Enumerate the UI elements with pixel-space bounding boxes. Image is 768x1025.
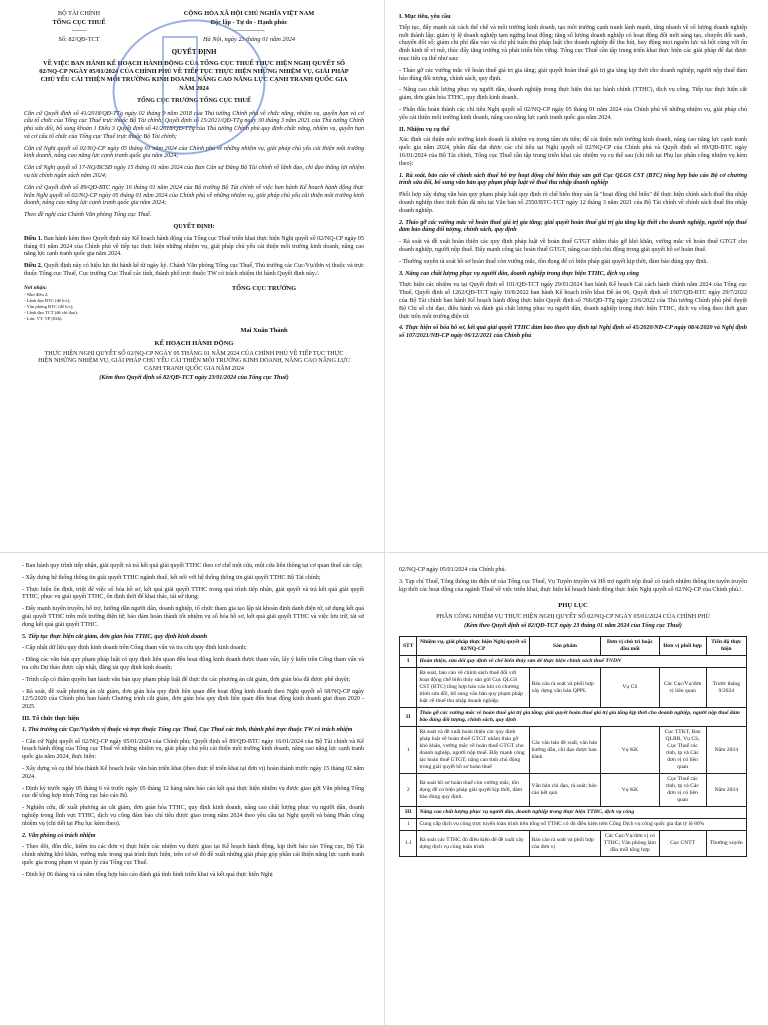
table-cell: Thường xuyên: [706, 831, 746, 857]
table-cell: 1: [400, 727, 417, 774]
legal-basis-5: Theo đề nghị của Chánh Văn phòng Tổng cục Thuế.: [24, 212, 152, 219]
task-body: - Cập nhật dữ liệu quy định kinh doanh trên Cổng tham vấn và tra cứu quy định kinh doanh;: [22, 645, 247, 652]
tasks-intro: Xác định cải thiện môi trường kinh doanh là nhiệm vụ trọng tâm ưu tiên; để cải thiện môi trường kinh doanh, nâng cao năng lực cạnh tranh quốc gia năm 2024, phấn đấu đạt được các chỉ tiêu tại Nghị quyết số 02/NQ-CP của Chính phủ và Quyết định số 89/QĐ-BTC ngày 16/01/2024 của Bộ Tài chính, Tổng cục Thuế cần tập trung triển khai các nhiệm vụ cụ thể sau (chi tiết tại Phụ lục phân công nhiệm vụ kèm theo):: [399, 137, 747, 167]
task-heading-4: 4. Thực hiện số hóa hồ sơ, kết quả giải quyết TTHC đảm bảo theo quy định tại Nghị định số 45/2020/NĐ-CP ngày 08/4/2020 và Nghị định số 107/2021/NĐ-CP ngày 06/12/2021 của Chính phủ: [399, 325, 747, 340]
article-2-label: Điều 2.: [24, 263, 43, 270]
plan-subject: THỰC HIỆN NGHỊ QUYẾT SỐ 02/NQ-CP NGÀY 05 THÁNG 01 NĂM 2024 CỦA CHÍNH PHỦ VỀ TIẾP TỤC THỰC HIỆN NHỮNG NHIỆM VỤ, GIẢI PHÁP CHỦ YẾU CẢI THIỆN MÔI TRƯỜNG KINH DOANH, NÂNG CAO NĂNG LỰC CẠNH TRANH QUỐC GIA NĂM 2024: [38, 350, 350, 373]
table-cell: Cục TTKT, Ban QLRR, Vụ CS, Cục Thuế các tỉnh, tp và Các đơn vị có liên quan: [659, 727, 706, 774]
task-body: - Ban hành quy trình tiếp nhận, giải quyết và trả kết quả giải quyết TTHC theo cơ chế một cửa, một cửa liên thông tại cơ quan thuế các cấp;: [22, 563, 363, 569]
closing-paragraph: 02/NQ-CP ngày 05/01/2024 của Chính phủ.: [399, 567, 507, 573]
article-1-label: Điều 1.: [24, 235, 43, 242]
decision-subject: VỀ VIỆC BAN HÀNH KẾ HOẠCH HÀNH ĐỘNG CỦA TỔNG CỤC THUẾ THỰC HIỆN NGHỊ QUYẾT SỐ 02/NQ-CP NGÀY 05/01/2024 CỦA CHÍNH PHỦ VỀ TIẾP TỤC THỰC HIỆN NHỮNG NHIỆM VỤ, GIẢI PHÁP CHỦ YẾU CẢI THIỆN MÔI TRƯỜNG KINH DOANH, NÂNG CAO NĂNG LỰC CẠNH TRANH QUỐC GIA NĂM 2024: [39, 59, 349, 92]
table-cell: Báo cáo rà soát và phối hợp xây dựng văn bản QPPL: [529, 668, 601, 708]
task-body: Thực hiện các nhiệm vụ tại Quyết định số 101/QĐ-TCT ngày 29/01/2024 ban hành Kế hoạch Cải cách hành chính năm 2024 của Tổng cục Thuế, Quyết định số 1262/QĐ-TCT ngày 10/8/2022 ban hành Kế hoạch triển khai Đề án 06, Quyết định số 1507/QĐ-BTC ngày 29/7/2022 của Bộ Tài chính ban hành Kế hoạch hành động thực hiện Quyết định số 766/QĐ-TTg ngày 23/6/2022 của Thủ tướng Chính phủ phê duyệt Bộ Chỉ số chỉ đạo, điều hành và đánh giá chất lượng phục vụ người dân, doanh nghiệp trong thực hiện TTHC, dịch vụ công theo thời gian thực trên môi trường điện tử.: [399, 282, 747, 320]
table-row: [400, 668, 747, 708]
group-title: Tháo gỡ các vướng mắc về hoàn thuế giá trị gia tăng; giải quyết hoàn thuế giá trị gia tăng kịp thời cho doanh nghiệp, người nộp thuế đảm bảo đúng đối tượng, chính sách, quy định: [417, 708, 747, 727]
nation-name: CỘNG HÒA XÃ HỘI CHỦ NGHĨA VIỆT NAM: [183, 10, 315, 17]
column-header: Đơn vị phối hợp: [659, 637, 706, 656]
table-cell: Các Cục/Vụ/đơn vị có TTHC; Văn phòng làm đầu mối tổng hợp: [601, 831, 659, 857]
ministry-name: BỘ TÀI CHÍNH: [57, 10, 101, 17]
task-body: - Đăng các văn bản quy phạm pháp luật có quy định liên quan đến hoạt động kinh doanh được tham vấn, lấy ý kiến trên Cổng tham vấn và tra cứu Dự thảo được cập nhật, đăng tải quy định kinh doanh;: [22, 657, 364, 671]
table-cell: Trước tháng 9/2024: [706, 668, 746, 708]
group-title: Nâng cao chất lượng phục vụ người dân, doanh nghiệp trong thực hiện TTHC, dịch vụ công: [417, 807, 747, 819]
table-cell: Rà soát và đề xuất hoàn thiện các quy định pháp luật về hoàn thuế GTGT nhằm tháo gỡ khó khăn, vướng mắc về hoàn thuế GTGT cho doanh nghiệp, người nộp thuế. Đẩy mạnh công tác hoàn thuế GTGT, nâng cao tính chủ động trong giải quyết hồ sơ hoàn thuế: [417, 727, 529, 774]
table-cell: Vụ KK: [601, 774, 659, 807]
table-cell: Rà soát, báo cáo về chính sách thuế đối với hoạt động chế biến thủy sản gửi Cục QLGS CST (BTC) tổng hợp báo cáo khi có chương trình sửa đổi, bổ sung văn bản quy phạm pháp luật về thuế thu nhập doanh nghiệp.: [417, 668, 529, 708]
table-cell: Rà soát các TTHC đủ điều kiện để đề xuất xây dựng dịch vụ công toàn trình: [417, 831, 529, 857]
table-cell: 1: [400, 819, 417, 831]
table-row: [400, 831, 747, 857]
table-cell: Cục CNTT: [659, 831, 706, 857]
page-appendix: [384, 552, 768, 1025]
task-body: - Thường xuyên rà soát hồ sơ hoàn thuế còn vướng mắc, tồn đọng để có biện pháp giải quyết kịp thời, đảm bảo đúng quy định.: [399, 258, 708, 265]
task-body: - Xây dựng hệ thống thông tin giải quyết TTHC ngành thuế, kết nối với hệ thống thông tin giải quyết TTHC Bộ Tài chính;: [22, 574, 321, 581]
table-cell: Cung cấp dịch vụ công trực tuyến toàn trình trên tổng số TTHC có đủ điều kiện trên Cổng Dịch vụ công quốc gia đạt tỷ lệ 80%: [417, 819, 747, 831]
task-heading-1: 1. Rà soát, bảo cáo về chính sách thuế hỗ trợ hoạt động chế biến thủy sản gửi Cục QLGS CST (BTC) tổng hợp báo cáo Bộ cơ chương trình sửa đổi, bổ sung văn bản quy phạm pháp luật về thuế thu nhập doanh nghiệp: [399, 172, 747, 187]
agency-name: TỔNG CỤC THUẾ: [52, 18, 106, 26]
table-cell: Vụ CS: [601, 668, 659, 708]
recipient-item: - Lãnh đạo BTC (để b/c);: [24, 297, 71, 303]
section-2-heading: II. Nhiệm vụ cụ thể: [399, 126, 450, 133]
appendix-reference: (Kèm theo Quyết định số 82/QĐ-TCT ngày 23 tháng 01 năm 2024 của Tổng cục Thuế): [464, 622, 682, 629]
task-heading-5: 5. Tiếp tục thực hiện cắt giảm, đơn giản hóa TTHC, quy định kinh doanh: [22, 633, 207, 640]
table-row: [400, 774, 747, 807]
signer-title: TỔNG CỤC TRƯỞNG: [231, 284, 297, 292]
org-heading-1: 1. Thủ trưởng các Cục/Vụ/đơn vị thuộc và trực thuộc Tổng cục Thuế, Cục Thuế các tỉnh, thành phố trực thuộc TW có trách nhiệm: [22, 726, 353, 733]
column-header: Sản phẩm: [529, 637, 601, 656]
table-cell: Các Cục/Vụ/đơn vị liên quan: [659, 668, 706, 708]
signer: [164, 285, 364, 335]
org-body: - Căn cứ Nghị quyết số 02/NQ-CP ngày 05/01/2024 của Chính phủ; Quyết định số 89/QĐ-BTC ngày 16/01/2024 của Bộ Tài chính và Kế hoạch hành động của Tổng cục Thuế về những nhiệm vụ, giải pháp chủ yếu cải thiện môi trường kinh doanh, nâng cao năng lực cạnh tranh quốc gia năm 2024, thực hiện:: [22, 738, 364, 761]
task-body: - Rà soát, đề xuất phương án cắt giảm, đơn giản hóa quy định liên quan đến hoạt động kinh doanh theo Nghị quyết số 68/NQ-CP ngày 12/5/2020 của Chính phủ ban hành Chương trình cắt giảm, đơn giản hóa quy định liên quan đến hoạt động kinh doanh giai đoạn 2020 - 2025.: [22, 688, 364, 711]
legal-basis-2: Căn cứ Nghị quyết số 02/NQ-CP ngày 05 tháng 01 năm 2024 của Chính phủ về những nhiệm vụ, giải pháp chủ yếu cải thiện môi trường kinh doanh, nâng cao năng lực cạnh tranh quốc gia năm 2024;: [24, 145, 364, 160]
legal-basis-3: Căn cứ Nghị quyết số 17-NQ/BCSĐ ngày 15 tháng 01 năm 2024 của Ban Cán sự Đảng Bộ Tài chính về lãnh đạo, chỉ đạo thắng lợi nhiệm vụ tài chính ngân sách năm 2024;: [24, 165, 364, 180]
org-body: - Định kỳ trước ngày 05 tháng 6 và trước ngày 05 tháng 12 hàng năm báo cáo kết quả thực hiện nhiệm vụ được giao gửi Văn phòng Tổng cục để tổng hợp trình Tổng cục báo cáo Bộ.: [22, 785, 364, 800]
recipients-list: [24, 285, 154, 335]
national-motto: Độc lập - Tự do - Hạnh phúc: [210, 18, 288, 26]
group-number: III: [400, 807, 417, 819]
signer-name: Mai Xuân Thành: [240, 327, 288, 335]
plan-title: KẾ HOẠCH HÀNH ĐỘNG: [154, 340, 234, 348]
table-row: [400, 819, 747, 831]
org-body: - Nghiên cứu, đề xuất phương án cắt giảm, đơn giản hóa TTHC, quy định kinh doanh, nâng cao chất lượng phục vụ người dân, doanh nghiệp trong lĩnh vực TTHC, dịch vụ công đảm bảo chỉ tiêu được giao trong năm 2024 theo yêu cầu tại Nghị quyết và bảng Phân công nhiệm vụ (chi tiết tại Phụ lục kèm theo).: [22, 805, 364, 827]
issue-date: Hà Nội, ngày 23 tháng 01 năm 2024: [202, 35, 295, 43]
task-body: Phối hợp xây dựng văn bản quy phạm pháp luật quy định rõ chế biến thủy sản là "hoạt động chế biến" để thực hiện chính sách thuế thu nhập doanh nghiệp theo tinh thần đã nêu tại Văn bản số 2550/BTC-TCT ngày 12 tháng 3 năm 2021 của Bộ Tài chính về chính sách thuế thu nhập doanh nghiệp.: [399, 192, 747, 214]
task-body: - Trình cấp có thẩm quyền ban hành văn bản quy phạm pháp luật để thực thi các phương án cắt giảm, đơn giản hóa đã được phê duyệt;: [22, 676, 351, 683]
header-separator: -------: [71, 27, 87, 34]
recipient-item: - Văn phòng BTC (để b/c);: [24, 303, 74, 309]
table-cell: 1.1: [400, 831, 417, 857]
column-header: Tiến độ thực hiện: [706, 637, 746, 656]
article-1: [24, 236, 364, 259]
table-cell: Báo cáo rà soát và phối hợp của đơn vị: [529, 831, 601, 857]
legal-basis-1: Căn cứ Quyết định số 41/2018/QĐ-TTg ngày 02 tháng 9 năm 2018 của Thủ tướng Chính phủ về chức năng, nhiệm vụ, quyền hạn và cơ cấu tổ chức của Tổng cục Thuế trực thuộc Bộ Tài chính; Quyết định số 15/2021/QĐ-TTg ngày 30 tháng 3 năm 2021 của Thủ tướng Chính phủ sửa đổi, bổ sung khoản 1 Điều 3 Quyết định số 41/2018/QĐ-TTg của Thủ tướng Chính phủ quy định chức năng, nhiệm vụ, quyền hạn và cơ cấu tổ chức của Tổng cục Thuế trực thuộc Bộ Tài chính;: [24, 110, 364, 140]
column-header: Đơn vị chủ trì hoặc đầu mối: [601, 637, 659, 656]
closing-paragraph: 3. Tạp chí Thuế, Tổng thông tin điện tử của Tổng cục Thuế, Vụ Tuyên truyền và Hỗ trợ người nộp thuế có trách nhiệm thông tin tuyên truyền kịp thời các hoạt động của ngành Thuế về việc triển khai, thực hiện kế hoạch hành động thực hiện Nghị quyết số 02/NQ-CP của Chính phủ./.: [399, 578, 747, 593]
page-decision: [0, 0, 384, 552]
signature-stamp: [162, 36, 198, 128]
page-plan-implementation: [0, 552, 384, 1025]
objective-item: - Phấn đấu hoàn thành các chỉ tiêu Nghị quyết số 02/NQ-CP ngày 05 tháng 01 năm 2024 của Chính phủ về những nhiệm vụ, giải pháp chủ yếu cải thiện môi trường kinh doanh, nâng cao năng lực cạnh tranh quốc gia năm 2024.: [399, 106, 747, 121]
legal-basis-4: Căn cứ Quyết định số 89/QĐ-BTC ngày 16 tháng 01 năm 2024 của Bộ trưởng Bộ Tài chính về việc ban hành Kế hoạch hành động thực hiện Nghị quyết số 02/NQ-CP ngày 05 tháng 01 năm 2024 của Chính phủ về những nhiệm vụ, giải pháp chủ yếu cải thiện môi trường kinh doanh, nâng cao năng lực cạnh tranh quốc gia năm 2024;: [24, 184, 364, 207]
table-cell: 2: [400, 774, 417, 807]
issuing-authority: TỔNG CỤC TRƯỞNG TỔNG CỤC THUẾ: [136, 97, 252, 104]
org-body: - Định kỳ 06 tháng và cả năm tổng hợp báo cáo đánh giá tình hình triển khai và kết quả thực hiện Nghị: [22, 871, 273, 878]
article-2: [24, 263, 364, 279]
table-cell: Rà soát hồ sơ hoàn thuế còn vướng mắc, tồn đọng để có biện pháp giải quyết kịp thời, đảm bảo đúng quy định.: [417, 774, 529, 807]
signature-block: [24, 285, 364, 335]
table-cell: Các văn bản đề xuất, văn bản hướng dẫn, chỉ đạo được ban hành: [529, 727, 601, 774]
group-number: II: [400, 708, 417, 727]
document-number: Số: 82/QĐ-TCT: [58, 35, 100, 43]
table-cell: Vụ KK: [601, 727, 659, 774]
table-cell: Văn bản chỉ đạo, rà soát; báo cáo kết quả: [529, 774, 601, 807]
table-cell: Năm 2024: [706, 727, 746, 774]
appendix-title: PHÂN CÔNG NHIỆM VỤ THỰC HIỆN NGHỊ QUYẾT SỐ 02/NQ-CP NGÀY 05/01/2024 CỦA CHÍNH PHỦ: [436, 613, 710, 620]
task-body: - Thực hiện ổn định, triệt để việc số hóa hồ sơ, kết quả giải quyết TTHC trong quá trình tiếp nhận, giải quyết và trả kết quả giải quyết TTHC, phục vụ giải quyết TTHC, ổn định thời để khai thác, tái sử dụng;: [22, 586, 364, 601]
objective-item: - Nâng cao chất lượng phục vụ người dân, doanh nghiệp trong thực hiện thủ tục hành chính (TTHC), dịch vụ công. Tiếp tục thực hiện cắt giảm, đơn giản hóa TTHC, quy định kinh doanh.: [399, 87, 747, 102]
org-body: - Xây dựng và cụ thể hóa thành Kế hoạch hoặc văn bản triển khai (theo thực tế triển khai tại đơn vị) hoàn thành trước ngày 15 tháng 02 năm 2024.: [22, 765, 364, 780]
objective-item: - Thảo gỡ các vướng mắc về hoàn thuế giá trị gia tăng; giải quyết hoàn thuế giá trị gia tăng kịp thời cho doanh nghiệp, người nộp thuế đảm bảo đúng đối tượng, chính sách, quy định.: [399, 67, 747, 82]
motto-separator: ---------------: [233, 27, 265, 34]
plan-reference: (Kèm theo Quyết định số 82/QĐ-TCT ngày 23/01/2024 của Tổng cục Thuế): [99, 375, 289, 382]
table-cell: [400, 668, 417, 708]
group-number: I: [400, 656, 417, 668]
decides-heading: QUYẾT ĐỊNH:: [173, 224, 215, 231]
recipient-item: - Lãnh đạo TCT (để chỉ đạo);: [24, 309, 78, 315]
page-plan-objectives: [384, 0, 768, 552]
group-title: Hoàn thiện, sửa đổi quy định về chế biến thủy sản để thực hiện chính sách thuế TNDN: [417, 656, 747, 668]
org-body: - Theo dõi, đôn đốc, kiểm tra các đơn vị thực hiện các nhiệm vụ được giao tại Kế hoạch hành động, kịp thời báo cáo Tổng cục, Bộ Tài chính những khó khăn, vướng mắc trong quá trình thực hiện, trên cơ sở đó đề xuất những giải pháp góp phần cải thiện năng lực cạnh tranh quốc gia trong phạm vi quản lý của Tổng cục Thuế.: [22, 844, 364, 866]
task-body: - Rà soát và đề xuất hoàn thiện các quy định pháp luật về hoàn thuế GTGT nhằm tháo gỡ khó khăn, vướng mắc về hoàn thuế GTGT cho doanh nghiệp, người nộp thuế. Đẩy mạnh công tác hoàn thuế GTGT, nâng cao tính chủ động trong giải quyết hồ sơ hoàn thuế.: [399, 239, 747, 253]
column-header: STT: [400, 637, 417, 656]
appendix-label: PHỤ LỤC: [558, 602, 588, 610]
recipient-item: - Lưu: VT, VP (02b).: [24, 315, 63, 321]
table-group-row: [400, 656, 747, 668]
document-type: QUYẾT ĐỊNH: [171, 48, 217, 56]
task-heading-2: 2. Tháo gỡ các vướng mắc về hoàn thuế giá trị gia tăng; giải quyết hoàn thuế giá trị gia tăng kịp thời cho doanh nghiệp, người nộp thuế đảm bảo đúng đối tượng, chính sách, quy định: [399, 219, 747, 234]
column-header: Nhiệm vụ, giải pháp thực hiện Nghị quyết số 02/NQ-CP: [417, 637, 529, 656]
table-group-row: [400, 807, 747, 819]
recipient-item: - Như điều 2;: [24, 291, 49, 297]
recipients-label: Nơi nhận:: [24, 284, 48, 291]
table-header-row: [400, 637, 747, 656]
section-3-heading: III. Tổ chức thực hiện: [22, 715, 80, 722]
task-heading-3: 3. Nâng cao chất lượng phục vụ người dân, doanh nghiệp trong thực hiện TTHC, dịch vụ công: [399, 270, 639, 277]
objectives-paragraph: Tiếp tục, đẩy mạnh cải cách thể chế và môi trường kinh doanh, tạo môi trường cạnh tranh lành mạnh, tăng nhanh về số lượng doanh nghiệp mới thành lập; giảm tỷ lệ doanh nghiệp tạm ngừng hoạt động; tăng số lượng doanh nghiệp có hoạt động đổi mới sáng tạo, chuyển đổi xanh, chuyển đổi số; giảm chi phí đầu vào và chi phí tuân thủ pháp luật cho doanh nghiệp để thu hút, huy động mọi nguồn lực xã hội cùng với ổn định kinh tế vĩ mô, thúc đẩy tăng trưởng và phát triển bền vững. Tổng cục Thuế cần tập trung triển khai thực hiện các giải pháp để đạt được mục tiêu cụ thể như sau:: [399, 24, 747, 62]
table-group-row: [400, 708, 747, 727]
table-cell: Cục Thuế các tỉnh, tp và Các đơn vị có liên quan: [659, 774, 706, 807]
assignment-table: [399, 636, 747, 857]
table-row: [400, 727, 747, 774]
table-cell: Năm 2024: [706, 774, 746, 807]
article-2-text: Quyết định này có hiệu lực thi hành kể từ ngày ký. Chánh Văn phòng Tổng cục Thuế, Thủ trưởng các Cục/Vụ/đơn vị thuộc và trực thuộc Tổng cục Thuế, Cục trưởng Cục Thuế các tỉnh, thành phố trực thuộc TW có trách nhiệm thi hành Quyết định này./.: [24, 263, 364, 278]
task-body: - Đẩy mạnh tuyên truyền, hỗ trợ, hướng dẫn người dân, doanh nghiệp, tổ chức tham gia tạo lập tài khoản định danh điện tử, sử dụng kết quả giải quyết TTHC trên môi trường điện tử; bảo đảm hoàn thành tốt nhiệm vụ số hóa hồ sơ, kết quả giải quyết TTHC và việc lưu trữ, tái sử dụng kết quả giải quyết TTHC.: [22, 606, 364, 628]
article-1-text: Ban hành kèm theo Quyết định này Kế hoạch hành động của Tổng cục Thuế triển khai thực hiện Nghị quyết số 02/NQ-CP ngày 05 tháng 01 năm 2024 của Chính phủ về tiếp tục thực hiện những nhiệm vụ, giải pháp chủ yếu cải thiện môi trường kinh doanh, nâng cao năng lực cạnh tranh quốc gia năm 2024.: [24, 235, 364, 258]
section-1-heading: I. Mục tiêu, yêu cầu: [399, 14, 451, 20]
org-heading-2: 2. Văn phòng có trách nhiệm: [22, 832, 96, 839]
